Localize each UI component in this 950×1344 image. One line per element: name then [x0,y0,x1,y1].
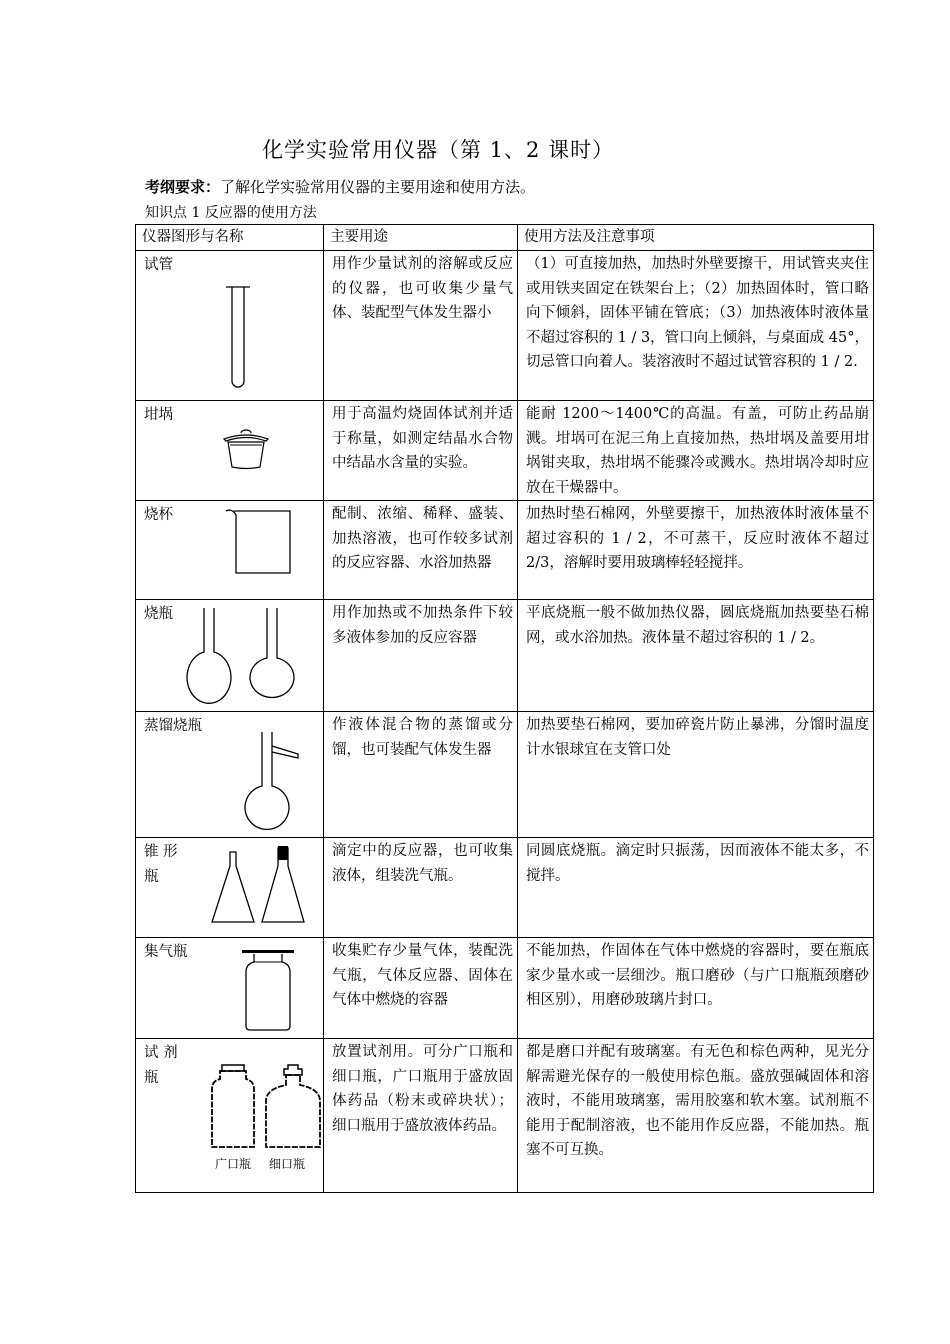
requirement-label: 考纲要求： [145,178,221,196]
notes-text: 加热要垫石棉网，要加碎瓷片防止暴沸，分馏时温度计水银球宜在支管口处 [526,717,869,758]
header-col-use: 主要用途 [324,225,518,251]
instrument-name: 烧瓶 [144,606,173,622]
test-tube-icon [224,285,254,395]
instrument-name: 试管 [144,257,173,273]
requirement-text: 了解化学实验常用仪器的主要用途和使用方法。 [220,178,536,196]
use-text: 收集贮存少量气体，装配洗气瓶，气体反应器、固体在气体中燃烧的容器 [332,943,513,1008]
distilling-flask-icon [236,730,306,834]
instrument-name: 试 剂 瓶 [144,1045,178,1086]
wide-mouth-bottle-label: 广口瓶 [215,1157,252,1171]
notes-text: 能耐 1200～1400℃的高温。有盖，可防止药品崩溅。坩埚可在泥三角上直接加热，热坩埚及盖要用坩埚钳夹取，热坩埚不能骤冷或溅水。热坩埚冷却时应放在干燥器中。 [526,406,869,496]
notes-cell [518,251,874,401]
instrument-cell [136,251,324,401]
notes-text: 加热时垫石棉网，外壁要擦干，加热液体时液体量不超过容积的 1 / 2，不可蒸干，反应时液体不超过 2/3，溶解时要用玻璃棒轻轻搅拌。 [526,506,869,571]
notes-cell [518,712,874,838]
notes-cell [518,600,874,712]
instrument-name: 烧杯 [144,507,173,523]
use-cell [324,712,518,838]
notes-cell [518,1039,874,1193]
crucible-icon [222,429,270,473]
notes-cell [518,838,874,938]
notes-cell [518,938,874,1039]
use-text: 用于高温灼烧固体试剂并适于称量，如测定结晶水合物中结晶水含量的实验。 [332,406,513,471]
table-row [136,501,874,600]
notes-text: （1）可直接加热，加热时外壁要擦干，用试管夹夹住或用铁夹固定在铁架台上；（2）加热固体时，管口略向下倾斜，固体平铺在管底；（3）加热液体时液体量不超过容积的 1 / 3，管口向上倾斜，与桌面成 45°，切忌管口向着人。装溶液时不超过试管容积的 1 / 2. [526,256,869,370]
use-text: 用作少量试剂的溶解或反应的仪器，也可收集少量气体、装配型气体发生器小 [332,256,513,321]
exam-requirement [145,176,535,197]
instrument-name: 集气瓶 [144,944,188,960]
table-row [136,938,874,1039]
table-row [136,712,874,838]
table-row [136,600,874,712]
notes-text: 同圆底烧瓶。滴定时只振荡，因而液体不能太多，不搅拌。 [526,843,869,884]
instrument-cell [136,401,324,501]
table-row [136,251,874,401]
conical-flask-icon [208,844,308,926]
instrument-name: 坩埚 [144,407,173,423]
instrument-cell [136,838,324,938]
use-cell [324,838,518,938]
use-cell [324,1039,518,1193]
use-cell [324,938,518,1039]
notes-cell [518,401,874,501]
use-cell [324,401,518,501]
notes-text: 都是磨口并配有玻璃塞。有无色和棕色两种，见光分解需避光保存的一般使用棕色瓶。盛放强碱固体和溶液时，不能用玻璃塞，需用胶塞和软木塞。试剂瓶不能用于配制溶液，也不能用作反应器，不能加热。瓶塞不可互换。 [526,1044,869,1158]
notes-text: 不能加热，作固体在气体中燃烧的容器时，要在瓶底家少量水或一层细沙。瓶口磨砂（与广口瓶瓶颈磨砂相区别），用磨砂玻璃片封口。 [526,943,869,1008]
table-row [136,1039,874,1193]
section-heading: 知识点 1 反应器的使用方法 [145,205,317,221]
use-cell [324,600,518,712]
reagent-bottle-icon [208,1063,324,1153]
flask-icon [182,606,306,708]
instrument-cell [136,600,324,712]
header-col-instrument: 仪器图形与名称 [136,225,324,251]
notes-cell [518,501,874,600]
instrument-cell [136,501,324,600]
header-col-notes: 使用方法及注意事项 [518,225,874,251]
table-row [136,838,874,938]
use-text: 滴定中的反应器，也可收集液体，组装洗气瓶。 [332,843,513,884]
narrow-mouth-bottle-label: 细口瓶 [269,1157,306,1171]
instrument-name: 锥 形 瓶 [144,844,178,885]
instrument-cell [136,938,324,1039]
use-text: 放置试剂用。可分广口瓶和细口瓶，广口瓶用于盛放固体药品（粉末或碎块状）；细口瓶用于盛放液体药品。 [332,1044,513,1134]
use-text: 配制、浓缩、稀释、盛装、加热溶液，也可作较多试剂的反应容器、水浴加热器 [332,506,513,571]
table-row [136,401,874,501]
use-text: 作液体混合物的蒸馏或分馏，也可装配气体发生器 [332,717,513,758]
notes-text: 平底烧瓶一般不做加热仪器，圆底烧瓶加热要垫石棉网，或水浴加热。液体量不超过容积的 1 / 2。 [526,605,869,646]
instrument-table [135,224,874,1193]
instrument-name: 蒸馏烧瓶 [144,718,202,734]
gas-jar-icon [238,948,298,1032]
table-header-row [136,225,874,251]
instrument-cell [136,1039,324,1193]
use-text: 用作加热或不加热条件下较多液体参加的反应容器 [332,605,513,646]
use-cell [324,251,518,401]
use-cell [324,501,518,600]
instrument-cell [136,712,324,838]
page-title: 化学实验常用仪器（第 1、2 课时） [262,138,615,162]
beaker-icon [224,505,296,577]
